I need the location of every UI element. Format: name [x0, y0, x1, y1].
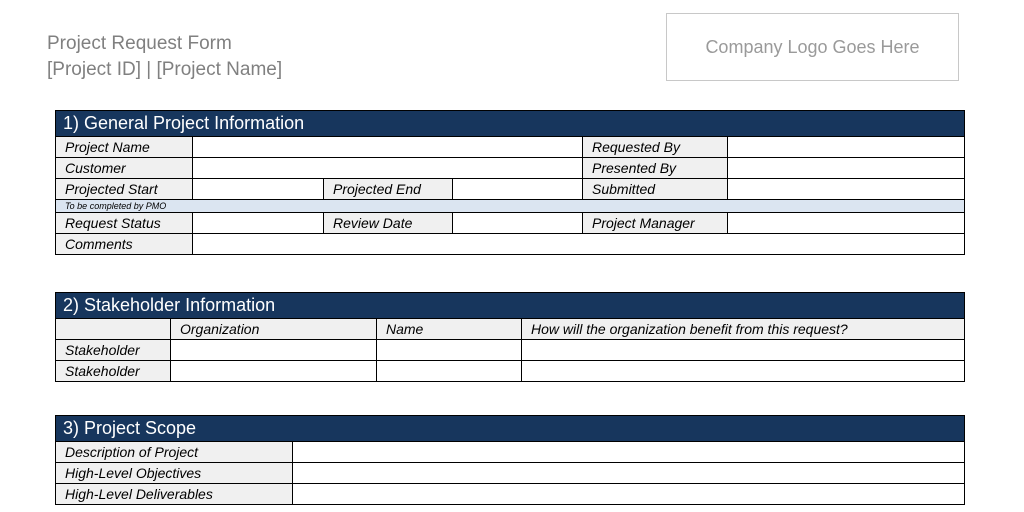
column-header-organization: Organization [171, 319, 377, 340]
label-comments: Comments [56, 234, 193, 255]
label-project-manager: Project Manager [583, 213, 728, 234]
column-header-name: Name [377, 319, 522, 340]
column-header-benefit: How will the organization benefit from this request? [522, 319, 965, 340]
field-submitted[interactable] [728, 179, 965, 200]
field-benefit[interactable] [522, 340, 965, 361]
section-title-general: 1) General Project Information [56, 111, 965, 137]
field-project-name[interactable] [193, 137, 583, 158]
field-request-status[interactable] [193, 213, 324, 234]
label-high-level-deliverables: High-Level Deliverables [56, 484, 293, 505]
field-projected-end[interactable] [453, 179, 583, 200]
label-projected-end: Projected End [324, 179, 453, 200]
field-presented-by[interactable] [728, 158, 965, 179]
field-projected-start[interactable] [193, 179, 324, 200]
field-project-manager[interactable] [728, 213, 965, 234]
field-review-date[interactable] [453, 213, 583, 234]
logo-placeholder-text: Company Logo Goes Here [705, 36, 920, 57]
field-name[interactable] [377, 340, 522, 361]
field-high-level-objectives[interactable] [293, 463, 965, 484]
label-presented-by: Presented By [583, 158, 728, 179]
field-customer[interactable] [193, 158, 583, 179]
form-title: Project Request Form [47, 33, 232, 54]
field-organization[interactable] [171, 361, 377, 382]
stakeholder-table [55, 292, 965, 382]
field-comments[interactable] [193, 234, 965, 255]
table-row [56, 463, 965, 484]
field-name[interactable] [377, 361, 522, 382]
logo-placeholder [666, 13, 959, 81]
field-requested-by[interactable] [728, 137, 965, 158]
section-title-scope: 3) Project Scope [56, 416, 965, 442]
label-project-name: Project Name [56, 137, 193, 158]
field-benefit[interactable] [522, 361, 965, 382]
label-customer: Customer [56, 158, 193, 179]
section-title-stakeholder: 2) Stakeholder Information [56, 293, 965, 319]
table-row [56, 442, 965, 463]
general-info-table [55, 110, 965, 255]
project-scope-table [55, 415, 965, 505]
label-requested-by: Requested By [583, 137, 728, 158]
column-header-blank [56, 319, 171, 340]
row-label-stakeholder: Stakeholder [56, 361, 171, 382]
table-row [56, 361, 965, 382]
label-review-date: Review Date [324, 213, 453, 234]
field-description-of-project[interactable] [293, 442, 965, 463]
table-row [56, 340, 965, 361]
row-label-stakeholder: Stakeholder [56, 340, 171, 361]
table-row [56, 484, 965, 505]
label-projected-start: Projected Start [56, 179, 193, 200]
label-request-status: Request Status [56, 213, 193, 234]
field-high-level-deliverables[interactable] [293, 484, 965, 505]
form-subtitle: [Project ID] | [Project Name] [47, 59, 283, 80]
form-header [47, 31, 282, 83]
pmo-note: To be completed by PMO [56, 200, 965, 213]
label-high-level-objectives: High-Level Objectives [56, 463, 293, 484]
label-submitted: Submitted [583, 179, 728, 200]
field-organization[interactable] [171, 340, 377, 361]
label-description-of-project: Description of Project [56, 442, 293, 463]
